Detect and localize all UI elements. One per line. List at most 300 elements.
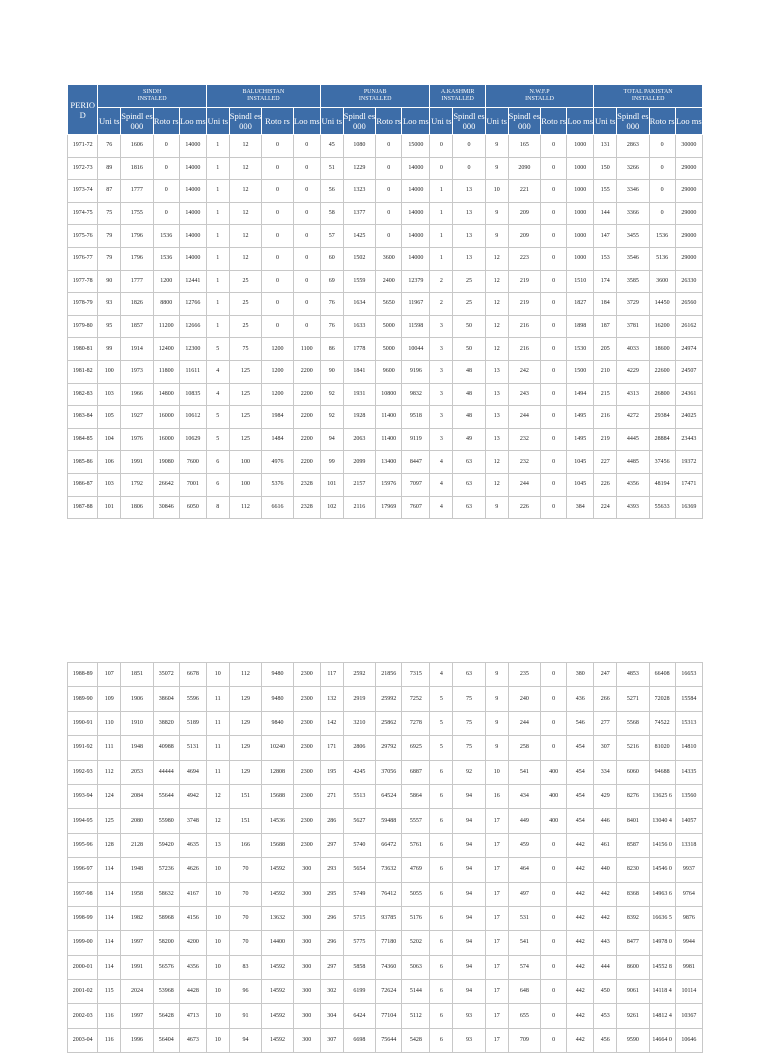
table-cell: 6	[430, 833, 453, 857]
table-cell: 1606	[121, 135, 154, 158]
table-cell: 3	[430, 338, 453, 361]
table-cell: 1536	[153, 225, 179, 248]
table-cell: 9937	[675, 858, 702, 882]
table-cell: 1927	[121, 406, 154, 429]
table-cell: 4635	[179, 833, 206, 857]
table-cell: 226	[594, 473, 617, 496]
table-cell: 1425	[343, 225, 376, 248]
table-cell: 9480	[262, 663, 293, 687]
table-cell: 531	[508, 906, 541, 930]
table-cell: 57	[320, 225, 343, 248]
table-cell: 26330	[675, 270, 702, 293]
table-cell: 1100	[293, 338, 320, 361]
table-cell: 92	[320, 406, 343, 429]
table-cell: 5715	[343, 906, 376, 930]
table-cell: 55980	[153, 809, 179, 833]
table-cell: 103	[98, 473, 121, 496]
table-cell: 0	[541, 663, 567, 687]
table-cell: 0	[541, 882, 567, 906]
table-cell: 14000	[402, 225, 430, 248]
table-cell: 174	[594, 270, 617, 293]
table-cell: 0	[453, 135, 486, 158]
table-cell: 0	[541, 1028, 567, 1052]
table-cell: 8	[206, 496, 229, 519]
table-cell: 9261	[617, 1004, 650, 1028]
table-cell: 92	[453, 760, 486, 784]
table-cell: 6	[430, 906, 453, 930]
table-cell: 1000	[567, 135, 594, 158]
table-cell: 14450	[649, 293, 675, 316]
table-cell: 442	[567, 1004, 594, 1028]
table-cell: 1948	[121, 858, 154, 882]
header-subcolumn: Roto rs	[649, 108, 675, 135]
table-cell: 1377	[343, 202, 376, 225]
table-cell: 0	[541, 1004, 567, 1028]
table-cell: 1	[430, 202, 453, 225]
table-cell: 10612	[179, 406, 206, 429]
table-cell: 9832	[402, 383, 430, 406]
header-subcolumn: Roto rs	[541, 108, 567, 135]
table-cell: 29000	[675, 180, 702, 203]
table-cell: 2200	[293, 428, 320, 451]
table-cell: 300	[293, 1028, 320, 1052]
table-cell: 0	[430, 135, 453, 158]
table-cell: 210	[594, 360, 617, 383]
table-cell: 0	[541, 833, 567, 857]
table-cell: 11400	[376, 428, 402, 451]
table-cell: 89	[98, 157, 121, 180]
table-cell: 5650	[376, 293, 402, 316]
table-cell: 16636 5	[649, 906, 675, 930]
table-body	[68, 135, 703, 519]
table-cell: 7278	[402, 711, 430, 735]
table-cell: 266	[594, 687, 617, 711]
table-cell: 384	[567, 496, 594, 519]
period-cell: 1991-92	[68, 736, 98, 760]
table-cell: 166	[229, 833, 262, 857]
header-group-region: SINDH	[142, 89, 162, 95]
table-row	[68, 858, 703, 882]
table-cell: 96	[229, 980, 262, 1004]
period-cell: 1993-94	[68, 784, 98, 808]
table-cell: 125	[229, 406, 262, 429]
table-cell: 1841	[343, 360, 376, 383]
table-cell: 271	[320, 784, 343, 808]
header-subcolumn: Spindl es 000	[453, 108, 486, 135]
table-cell: 5627	[343, 809, 376, 833]
table-cell: 300	[293, 1004, 320, 1028]
table-cell: 2200	[293, 360, 320, 383]
table-row	[68, 882, 703, 906]
table-cell: 155	[594, 180, 617, 203]
table-cell: 9480	[262, 687, 293, 711]
table-cell: 2300	[293, 736, 320, 760]
table-cell: 10835	[179, 383, 206, 406]
header-subcolumn: Spindl es 000	[343, 108, 376, 135]
table-cell: 129	[229, 760, 262, 784]
table-cell: 24361	[675, 383, 702, 406]
table-cell: 14000	[402, 247, 430, 270]
table-cell: 48	[453, 406, 486, 429]
table-cell: 4245	[343, 760, 376, 784]
table-cell: 14400	[262, 931, 293, 955]
period-cell: 1989-90	[68, 687, 98, 711]
table-cell: 90	[320, 360, 343, 383]
table-cell: 6	[206, 473, 229, 496]
table-cell: 2	[430, 270, 453, 293]
table-cell: 1973	[121, 360, 154, 383]
table-cell: 2300	[293, 809, 320, 833]
table-row	[68, 383, 703, 406]
table-cell: 243	[508, 383, 541, 406]
table-cell: 5189	[179, 711, 206, 735]
table-cell: 90	[98, 270, 121, 293]
table-cell: 13	[485, 360, 508, 383]
table-cell: 12379	[402, 270, 430, 293]
table-cell: 14000	[179, 225, 206, 248]
table-cell: 12	[485, 247, 508, 270]
table-cell: 12	[229, 157, 262, 180]
table-cell: 1500	[567, 360, 594, 383]
table-cell: 5063	[402, 955, 430, 979]
table-cell: 2300	[293, 784, 320, 808]
table-cell: 0	[541, 293, 567, 316]
table-cell: 93	[98, 293, 121, 316]
table-cell: 1796	[121, 225, 154, 248]
table-cell: 13	[485, 428, 508, 451]
table-cell: 1000	[567, 247, 594, 270]
table-row	[68, 760, 703, 784]
table-cell: 1530	[567, 338, 594, 361]
table-cell: 13	[453, 202, 486, 225]
table-cell: 219	[508, 270, 541, 293]
table-cell: 14000	[402, 157, 430, 180]
table-cell: 1982	[121, 906, 154, 930]
table-cell: 1816	[121, 157, 154, 180]
table-cell: 4033	[617, 338, 650, 361]
table-cell: 0	[262, 135, 293, 158]
header-group-installed: INSTALLED	[358, 96, 392, 102]
table-cell: 215	[594, 383, 617, 406]
table-cell: 3	[430, 383, 453, 406]
table-cell: 17	[485, 955, 508, 979]
table-cell: 1484	[262, 428, 293, 451]
table-cell: 1910	[121, 711, 154, 735]
table-cell: 1502	[343, 247, 376, 270]
table-cell: 4	[430, 663, 453, 687]
table-cell: 12	[229, 202, 262, 225]
header-subcolumn: Roto rs	[153, 108, 179, 135]
table-cell: 4229	[617, 360, 650, 383]
table-cell: 63	[453, 473, 486, 496]
header-subcolumn: Roto rs	[376, 108, 402, 135]
table-cell: 9	[485, 202, 508, 225]
table-row	[68, 980, 703, 1004]
table-cell: 2328	[293, 473, 320, 496]
table-cell: 209	[508, 202, 541, 225]
table-cell: 13040 4	[649, 809, 675, 833]
table-cell: 24507	[675, 360, 702, 383]
table-cell: 4694	[179, 760, 206, 784]
table-cell: 10	[206, 663, 229, 687]
table-cell: 58632	[153, 882, 179, 906]
table-cell: 0	[541, 931, 567, 955]
table-cell: 0	[649, 135, 675, 158]
table-cell: 100	[229, 451, 262, 474]
table-cell: 0	[649, 202, 675, 225]
table-cell: 1000	[567, 225, 594, 248]
header-subcolumn: Spindl es 000	[229, 108, 262, 135]
table-cell: 58968	[153, 906, 179, 930]
table-cell: 16	[485, 784, 508, 808]
table-cell: 4713	[179, 1004, 206, 1028]
period-cell: 1987-88	[68, 496, 98, 519]
table-cell: 75	[453, 736, 486, 760]
table-cell: 9	[485, 711, 508, 735]
table-cell: 1	[206, 202, 229, 225]
table-cell: 40988	[153, 736, 179, 760]
period-cell: 1978-79	[68, 293, 98, 316]
table-cell: 1	[206, 225, 229, 248]
table-cell: 297	[320, 833, 343, 857]
table-row	[68, 270, 703, 293]
header-group	[320, 85, 430, 108]
table-cell: 117	[320, 663, 343, 687]
header-subcolumn: Uni ts	[320, 108, 343, 135]
table-cell: 63	[453, 663, 486, 687]
table-cell: 14552 8	[649, 955, 675, 979]
table-cell: 4156	[179, 906, 206, 930]
table-cell: 2328	[293, 496, 320, 519]
table-cell: 17	[485, 809, 508, 833]
table-cell: 232	[508, 451, 541, 474]
table-cell: 124	[98, 784, 121, 808]
table-cell: 10646	[675, 1028, 702, 1052]
table-cell: 0	[293, 270, 320, 293]
table-cell: 1827	[567, 293, 594, 316]
table-cell: 3210	[343, 711, 376, 735]
table-cell: 442	[567, 1028, 594, 1052]
table-cell: 4	[430, 496, 453, 519]
table-cell: 6698	[343, 1028, 376, 1052]
table-cell: 14156 0	[649, 833, 675, 857]
table-cell: 1200	[262, 338, 293, 361]
table-cell: 5749	[343, 882, 376, 906]
table-cell: 454	[567, 809, 594, 833]
table-cell: 1777	[121, 270, 154, 293]
table-cell: 12	[229, 247, 262, 270]
table-cell: 6616	[262, 496, 293, 519]
header-subcolumn: Uni ts	[485, 108, 508, 135]
table-cell: 3729	[617, 293, 650, 316]
period-cell: 1971-72	[68, 135, 98, 158]
period-cell: 1995-96	[68, 833, 98, 857]
table-cell: 0	[262, 293, 293, 316]
table-cell: 9981	[675, 955, 702, 979]
table-cell: 72028	[649, 687, 675, 711]
table-cell: 15584	[675, 687, 702, 711]
table-cell: 10	[206, 1004, 229, 1028]
table-row	[68, 338, 703, 361]
table-cell: 0	[541, 135, 567, 158]
table-row	[68, 247, 703, 270]
header-subcolumn: Uni ts	[594, 108, 617, 135]
table-cell: 14000	[402, 202, 430, 225]
period-cell: 1999-00	[68, 931, 98, 955]
table-cell: 0	[541, 428, 567, 451]
table-header	[68, 85, 703, 135]
header-subcolumn: Uni ts	[98, 108, 121, 135]
table-cell: 125	[229, 383, 262, 406]
table-cell: 153	[594, 247, 617, 270]
table-cell: 26560	[675, 293, 702, 316]
table-cell: 1000	[567, 202, 594, 225]
table-cell: 14592	[262, 955, 293, 979]
table-cell: 0	[293, 157, 320, 180]
period-cell: 1979-80	[68, 315, 98, 338]
table-cell: 453	[594, 1004, 617, 1028]
table-cell: 76	[320, 293, 343, 316]
table-cell: 1931	[343, 383, 376, 406]
table-cell: 1495	[567, 428, 594, 451]
table-cell: 1	[206, 247, 229, 270]
table-cell: 219	[508, 293, 541, 316]
table-cell: 3	[430, 406, 453, 429]
table-cell: 70	[229, 858, 262, 882]
table-cell: 9944	[675, 931, 702, 955]
table-cell: 440	[594, 858, 617, 882]
table-cell: 8230	[617, 858, 650, 882]
table-cell: 10	[206, 858, 229, 882]
table-cell: 296	[320, 906, 343, 930]
table-cell: 57236	[153, 858, 179, 882]
table-cell: 38604	[153, 687, 179, 711]
table-cell: 1510	[567, 270, 594, 293]
table-cell: 655	[508, 1004, 541, 1028]
table-cell: 0	[153, 157, 179, 180]
table-cell: 4	[206, 383, 229, 406]
table-cell: 4356	[617, 473, 650, 496]
table-cell: 4	[430, 451, 453, 474]
table-cell: 93	[453, 1028, 486, 1052]
table-cell: 1914	[121, 338, 154, 361]
table-cell: 4	[430, 473, 453, 496]
table-cell: 94	[453, 784, 486, 808]
table-cell: 1633	[343, 315, 376, 338]
table-cell: 8368	[617, 882, 650, 906]
table-cell: 5428	[402, 1028, 430, 1052]
period-cell: 1985-86	[68, 451, 98, 474]
table-cell: 2099	[343, 451, 376, 474]
table-cell: 25	[229, 315, 262, 338]
header-group-region: BALUCHISTAN	[242, 89, 285, 95]
table-cell: 9876	[675, 906, 702, 930]
table-cell: 81020	[649, 736, 675, 760]
table-cell: 0	[541, 180, 567, 203]
table-cell: 14000	[179, 135, 206, 158]
table-cell: 83	[229, 955, 262, 979]
table-cell: 147	[594, 225, 617, 248]
period-cell: 1976-77	[68, 247, 98, 270]
table-cell: 456	[594, 1028, 617, 1052]
table-cell: 297	[320, 955, 343, 979]
table-cell: 93	[453, 1004, 486, 1028]
table-cell: 0	[541, 225, 567, 248]
table-cell: 6060	[617, 760, 650, 784]
table-cell: 22600	[649, 360, 675, 383]
table-cell: 144	[594, 202, 617, 225]
table-row	[68, 809, 703, 833]
table-cell: 0	[376, 225, 402, 248]
table-row	[68, 202, 703, 225]
table-cell: 8587	[617, 833, 650, 857]
table-cell: 461	[594, 833, 617, 857]
table-cell: 29384	[649, 406, 675, 429]
table-cell: 29000	[675, 247, 702, 270]
table-cell: 13	[453, 247, 486, 270]
table-cell: 0	[541, 687, 567, 711]
table-cell: 6925	[402, 736, 430, 760]
table-cell: 11800	[153, 360, 179, 383]
table-cell: 151	[229, 809, 262, 833]
table-cell: 14000	[179, 247, 206, 270]
table-cell: 15313	[675, 711, 702, 735]
table-cell: 224	[594, 496, 617, 519]
header-subcolumn: Loo ms	[179, 108, 206, 135]
table-row	[68, 293, 703, 316]
table-cell: 7001	[179, 473, 206, 496]
table-cell: 648	[508, 980, 541, 1004]
table-cell: 16653	[675, 663, 702, 687]
table-cell: 15688	[262, 784, 293, 808]
table-cell: 60	[320, 247, 343, 270]
table-cell: 300	[293, 955, 320, 979]
table-cell: 17	[485, 906, 508, 930]
table-cell: 1777	[121, 180, 154, 203]
table-cell: 9590	[617, 1028, 650, 1052]
table-cell: 9840	[262, 711, 293, 735]
header-subcolumn: Loo ms	[567, 108, 594, 135]
table-cell: 13632	[262, 906, 293, 930]
table-cell: 300	[293, 931, 320, 955]
table-cell: 0	[293, 293, 320, 316]
table-cell: 13	[453, 225, 486, 248]
period-cell: 1992-93	[68, 760, 98, 784]
table-cell: 171	[320, 736, 343, 760]
table-cell: 1	[430, 225, 453, 248]
table-cell: 25	[453, 270, 486, 293]
table-cell: 13	[485, 406, 508, 429]
table-cell: 95	[98, 315, 121, 338]
table-cell: 14592	[262, 1028, 293, 1052]
table-cell: 12	[206, 809, 229, 833]
table-cell: 50	[453, 338, 486, 361]
table-cell: 1851	[121, 663, 154, 687]
table-cell: 4769	[402, 858, 430, 882]
table-cell: 0	[541, 955, 567, 979]
table-cell: 216	[508, 338, 541, 361]
table-cell: 442	[567, 980, 594, 1004]
table-cell: 3546	[617, 247, 650, 270]
table-cell: 497	[508, 882, 541, 906]
table-cell: 8800	[153, 293, 179, 316]
table-cell: 14536	[262, 809, 293, 833]
table-cell: 2200	[293, 451, 320, 474]
table-cell: 1997	[121, 931, 154, 955]
table-cell: 56576	[153, 955, 179, 979]
table-cell: 3748	[179, 809, 206, 833]
table-cell: 17	[485, 858, 508, 882]
